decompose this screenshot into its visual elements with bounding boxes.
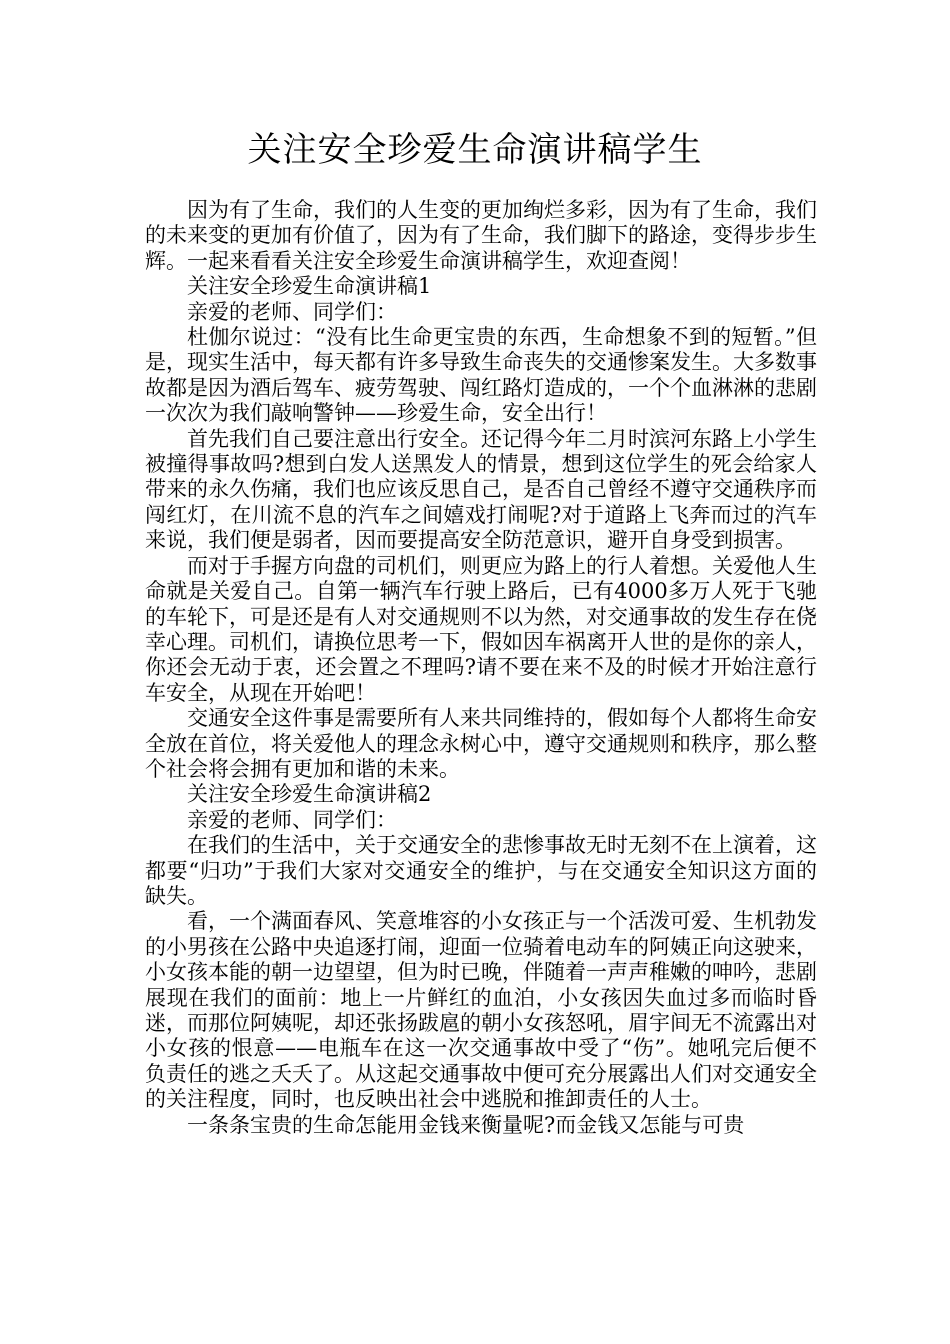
- heading-speech-1: 关注安全珍爱生命演讲稿1: [187, 274, 432, 299]
- salutation-2: 亲爱的老师、同学们：: [187, 807, 397, 832]
- paragraph: 一条条宝贵的生命怎能用金钱来衡量呢?而金钱又怎能与可贵: [187, 1112, 745, 1137]
- document-body: [145, 198, 817, 1138]
- paragraph: 首先我们自己要注意出行安全。还记得今年二月时滨河东路上小学生被撞得事故吗?想到白发人送黑发人的情景，想到这位学生的死会给家人带来的永久伤痛，我们也应该反思自己，是否自己曾经不遵守交通秩序而闯红灯，在川流不息的汽车之间嬉戏打闹呢?对于道路上飞奔而过的汽车来说，我们便是弱者，因而要提高安全防范意识，避开自身受到损害。: [145, 426, 817, 553]
- paragraph: 在我们的生活中，关于交通安全的悲惨事故无时无刻不在上演着，这都要“归功”于我们大家对交通安全的维护，与在交通安全知识这方面的缺失。: [145, 833, 817, 908]
- document-title: 关注安全珍爱生命演讲稿学生: [247, 130, 703, 170]
- heading-speech-2: 关注安全珍爱生命演讲稿2: [187, 782, 432, 807]
- paragraph: 杜伽尔说过：“没有比生命更宝贵的东西，生命想象不到的短暂。”但是，现实生活中，每天都有许多导致生命丧失的交通惨案发生。大多数事故都是因为酒后驾车、疲劳驾驶、闯红路灯造成的，一个个血淋淋的悲剧一次次为我们敲响警钟——珍爱生命，安全出行！: [145, 325, 817, 426]
- paragraph: 交通安全这件事是需要所有人来共同维持的，假如每个人都将生命安全放在首位，将关爱他人的理念永树心中，遵守交通规则和秩序，那么整个社会将会拥有更加和谐的未来。: [145, 706, 817, 781]
- paragraph-intro: 因为有了生命，我们的人生变的更加绚烂多彩，因为有了生命，我们的未来变的更加有价值了，因为有了生命，我们脚下的路途，变得步步生辉。一起来看看关注安全珍爱生命演讲稿学生，欢迎查阅！: [145, 198, 817, 273]
- salutation-1: 亲爱的老师、同学们：: [187, 299, 397, 324]
- paragraph: 而对于手握方向盘的司机们，则更应为路上的行人着想。关爱他人生命就是关爱自己。自第一辆汽车行驶上路后，已有4000多万人死于飞驰的车轮下，可是还是有人对交通规则不以为然，对交通事故的发生存在侥幸心理。司机们，请换位思考一下，假如因车祸离开人世的是你的亲人，你还会无动于衷，还会置之不理吗?请不要在来不及的时候才开始注意行车安全，从现在开始吧！: [145, 553, 817, 705]
- paragraph: 看，一个满面春风、笑意堆容的小女孩正与一个活泼可爱、生机勃发的小男孩在公路中央追逐打闹，迎面一位骑着电动车的阿姨正向这驶来，小女孩本能的朝一边望望，但为时已晚，伴随着一声声稚嫩的呻吟，悲剧展现在我们的面前：地上一片鲜红的血泊，小女孩因失血过多而临时昏迷，而那位阿姨呢，却还张扬跋扈的朝小女孩怒吼，眉宇间无不流露出对小女孩的恨意——电瓶车在这一次交通事故中受了“伤”。她吼完后便不负责任的逃之夭夭了。从这起交通事故中便可充分展露出人们对交通安全的关注程度，同时，也反映出社会中逃脱和推卸责任的人士。: [145, 909, 817, 1112]
